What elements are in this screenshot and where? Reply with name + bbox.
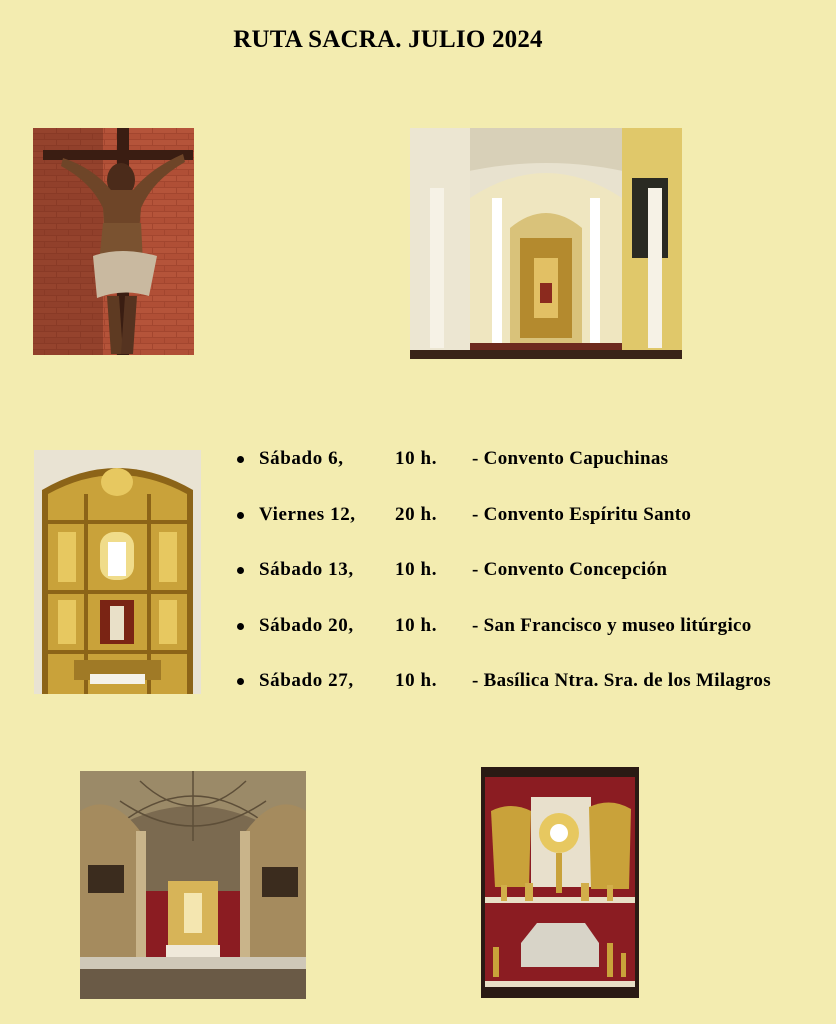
bullet-icon (237, 512, 244, 519)
page-title: RUTA SACRA. JULIO 2024 (233, 26, 543, 53)
schedule-item (234, 442, 824, 498)
schedule-hour: 10 h. (395, 670, 438, 691)
schedule-place: - Convento Concepción (472, 559, 668, 580)
schedule-item (234, 664, 824, 720)
altarpiece-photo (34, 450, 201, 694)
bullet-icon (237, 456, 244, 463)
schedule-day: Sábado 13, (259, 559, 354, 580)
schedule-item (234, 553, 824, 609)
schedule-day: Viernes 12, (259, 503, 356, 525)
schedule-place: - San Francisco y museo litúrgico (472, 614, 752, 636)
schedule-day: Sábado 6, (259, 448, 344, 469)
bullet-icon (237, 623, 244, 630)
schedule-day: Sábado 20, (259, 614, 354, 636)
schedule-item (234, 498, 824, 554)
schedule-item (234, 609, 824, 665)
schedule-place: - Convento Capuchinas (472, 448, 669, 469)
church-nave-photo (410, 128, 682, 359)
schedule-hour: 20 h. (395, 503, 438, 525)
schedule-list (234, 442, 824, 720)
bullet-icon (237, 678, 244, 685)
bullet-icon (237, 567, 244, 574)
schedule-day: Sábado 27, (259, 670, 354, 691)
liturgical-museum-photo (481, 767, 639, 998)
crucifix-photo (33, 128, 194, 355)
gothic-vault-photo (80, 771, 306, 999)
schedule-place: - Convento Espíritu Santo (472, 503, 692, 525)
schedule-place: - Basílica Ntra. Sra. de los Milagros (472, 670, 771, 691)
schedule-hour: 10 h. (395, 614, 438, 636)
schedule-hour: 10 h. (395, 559, 438, 580)
schedule-hour: 10 h. (395, 448, 438, 469)
